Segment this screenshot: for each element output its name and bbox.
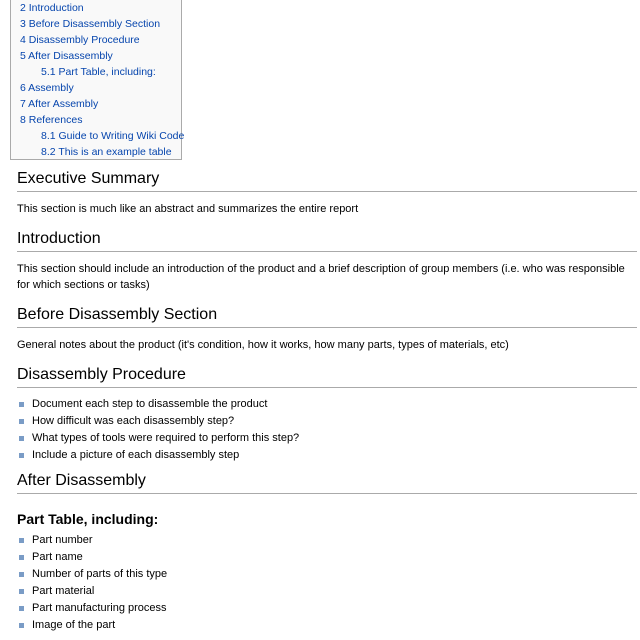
toc-link-assembly[interactable]: 6 Assembly — [20, 82, 74, 94]
toc-link-references[interactable]: 8 References — [20, 114, 83, 126]
list-item: Part name — [17, 549, 167, 566]
list-item: Number of parts of this type — [17, 566, 167, 583]
list-item: Part manufacturing process — [17, 600, 167, 617]
introduction-text: This section should include an introduction of the product and a brief description of group members (i.e. who was responsible for which sections or tasks) — [17, 263, 625, 291]
list-item: Image of the part — [17, 617, 167, 634]
toc-link-part-table[interactable]: 5.1 Part Table, including: — [41, 66, 156, 78]
list-item: What types of tools were required to perform this step? — [17, 430, 299, 447]
bullet-icon — [19, 555, 24, 560]
bullet-icon — [19, 623, 24, 628]
bullet-icon — [19, 572, 24, 577]
heading-divider — [17, 387, 637, 388]
toc-link-example-table[interactable]: 8.2 This is an example table — [41, 146, 172, 158]
section-heading-before-disassembly: Before Disassembly Section — [17, 306, 218, 323]
toc-link-after-assembly[interactable]: 7 After Assembly — [20, 98, 99, 110]
section-heading-disassembly-procedure: Disassembly Procedure — [17, 366, 186, 383]
bullet-icon — [19, 606, 24, 611]
toc-link-disassembly-procedure[interactable]: 4 Disassembly Procedure — [20, 34, 140, 46]
bullet-icon — [19, 402, 24, 407]
heading-divider — [17, 251, 637, 252]
executive-summary-text: This section is much like an abstract and summarizes the entire report — [17, 203, 359, 215]
part-table-list — [17, 532, 167, 634]
toc-link-wiki-code-guide[interactable]: 8.1 Guide to Writing Wiki Code — [41, 130, 185, 142]
bullet-icon — [19, 538, 24, 543]
list-item: Part material — [17, 583, 167, 600]
section-heading-introduction: Introduction — [17, 230, 101, 247]
heading-divider — [17, 327, 637, 328]
list-item: Include a picture of each disassembly step — [17, 447, 299, 464]
before-disassembly-text: General notes about the product (it's condition, how it works, how many parts, types of materials, etc) — [17, 339, 509, 351]
bullet-icon — [19, 419, 24, 424]
heading-divider — [17, 191, 637, 192]
section-heading-executive-summary: Executive Summary — [17, 170, 160, 187]
disassembly-procedure-list — [17, 396, 299, 464]
list-item: Part number — [17, 532, 167, 549]
heading-divider — [17, 493, 637, 494]
toc-link-after-disassembly[interactable]: 5 After Disassembly — [20, 50, 113, 62]
subheading-part-table: Part Table, including: — [17, 511, 159, 527]
bullet-icon — [19, 589, 24, 594]
bullet-icon — [19, 436, 24, 441]
list-item: How difficult was each disassembly step? — [17, 413, 299, 430]
section-heading-after-disassembly: After Disassembly — [17, 472, 146, 489]
table-of-contents — [10, 0, 185, 160]
toc-link-before-disassembly[interactable]: 3 Before Disassembly Section — [20, 18, 161, 30]
bullet-icon — [19, 453, 24, 458]
toc-link-introduction[interactable]: 2 Introduction — [20, 2, 84, 14]
list-item: Document each step to disassemble the product — [17, 396, 299, 413]
